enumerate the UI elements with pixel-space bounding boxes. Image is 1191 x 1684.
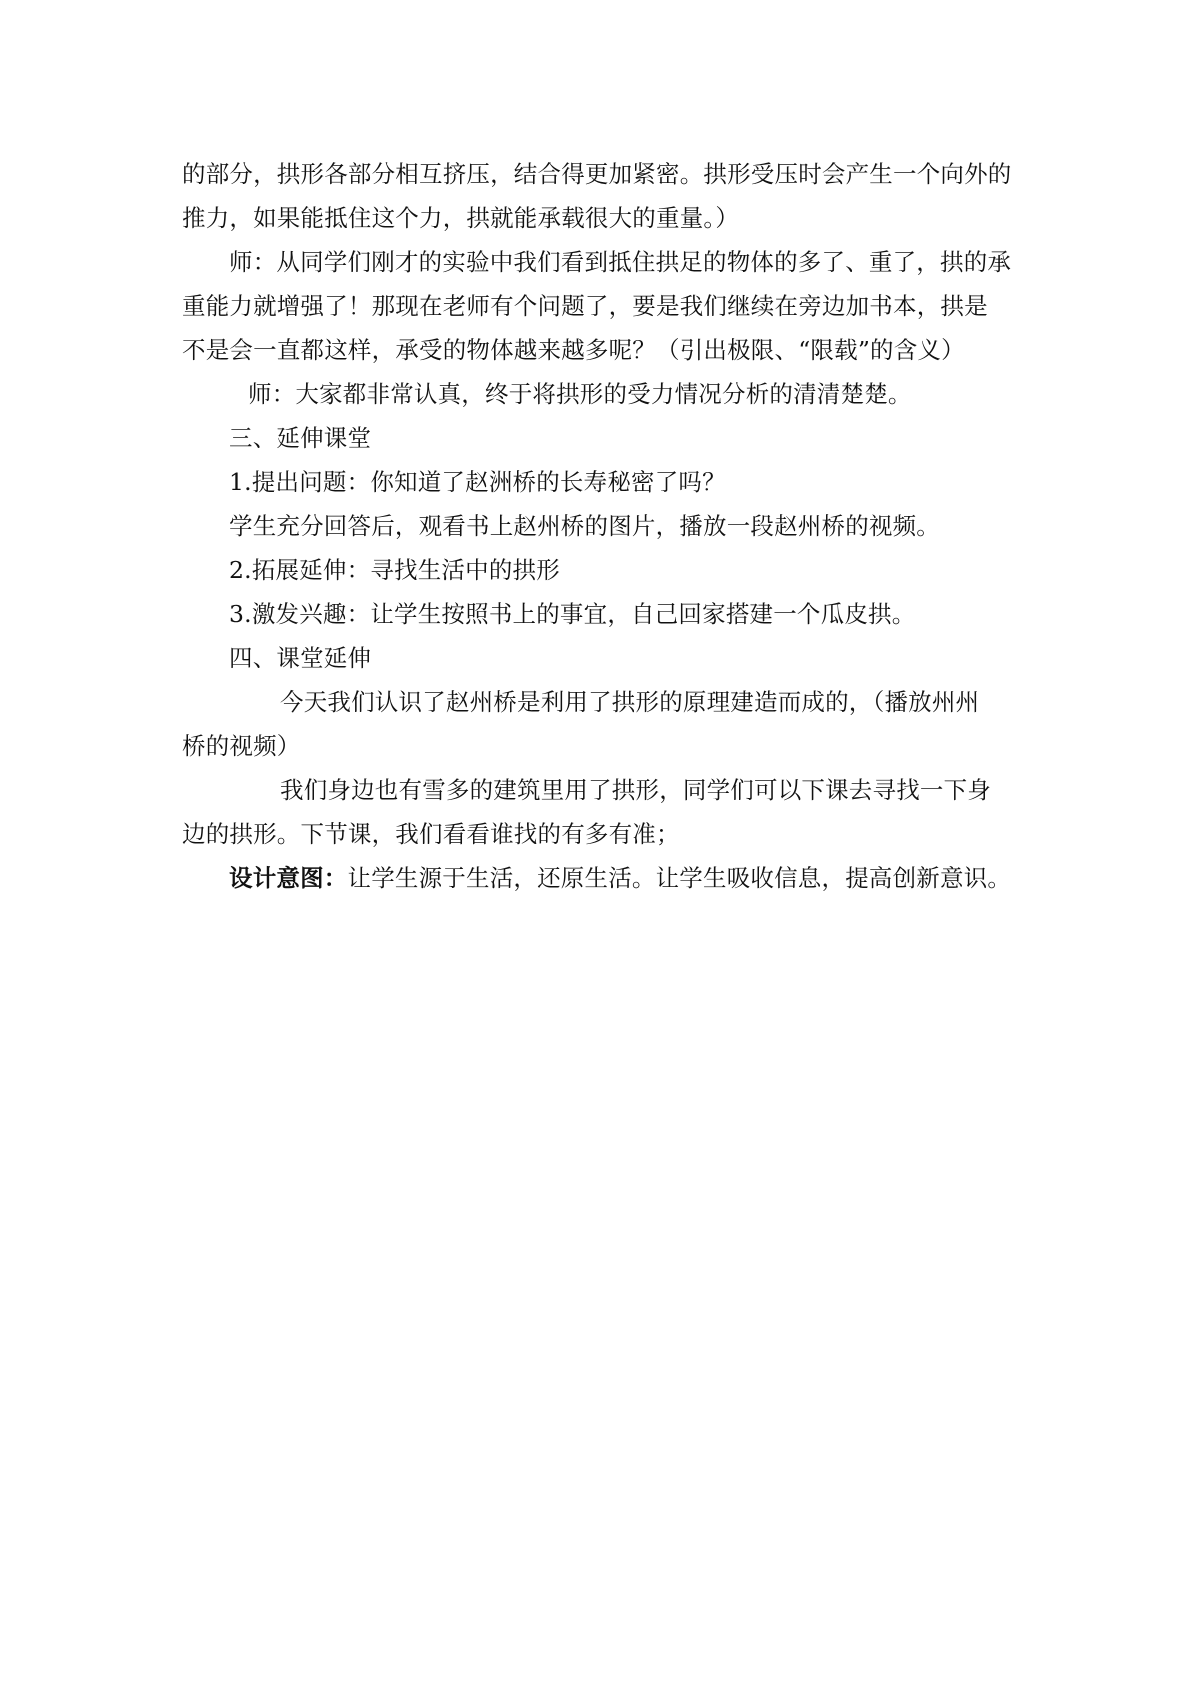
design-intent-text: 让学生源于生活，还原生活。让学生吸收信息，提高创新意识。 bbox=[347, 864, 1012, 892]
section-heading: 三、延伸课堂 bbox=[229, 424, 372, 452]
section-heading: 四、课堂延伸 bbox=[229, 644, 372, 672]
paragraph-line: 边的拱形。下节课，我们看看谁找的有多有准； bbox=[182, 820, 680, 848]
paragraph-line: 我们身边也有雪多的建筑里用了拱形，同学们可以下课去寻找一下身 bbox=[280, 776, 991, 804]
design-intent-line bbox=[182, 856, 1012, 900]
paragraph-line: 桥的视频） bbox=[182, 732, 301, 760]
paragraph-line: 今天我们认识了赵州桥是利用了拱形的原理建造而成的，（播放州州 bbox=[280, 688, 980, 716]
paragraph-line: 重能力就增强了！那现在老师有个问题了，要是我们继续在旁边加书本，拱是 bbox=[182, 292, 988, 320]
list-item: 1.提出问题：你知道了赵洲桥的长寿秘密了吗？ bbox=[229, 468, 726, 496]
paragraph-line: 推力，如果能抵住这个力，拱就能承载很大的重量。） bbox=[182, 204, 740, 232]
paragraph-line: 不是会一直都这样，承受的物体越来越多呢？（引出极限、“限载”的含义） bbox=[182, 336, 965, 364]
list-item: 2.拓展延伸：寻找生活中的拱形 bbox=[229, 556, 560, 584]
paragraph-line: 师：大家都非常认真，终于将拱形的受力情况分析的清清楚楚。 bbox=[248, 380, 912, 408]
paragraph-line: 的部分，拱形各部分相互挤压，结合得更加紧密。拱形受压时会产生一个向外的 bbox=[182, 160, 1012, 188]
paragraph-line: 师：从同学们刚才的实验中我们看到抵住拱足的物体的多了、重了，拱的承 bbox=[229, 248, 1012, 276]
document-body bbox=[182, 152, 1012, 900]
design-intent-label: 设计意图： bbox=[229, 864, 348, 892]
paragraph-line: 学生充分回答后，观看书上赵州桥的图片，播放一段赵州桥的视频。 bbox=[229, 512, 940, 540]
list-item: 3.激发兴趣：让学生按照书上的事宜，自己回家搭建一个瓜皮拱。 bbox=[229, 600, 916, 628]
